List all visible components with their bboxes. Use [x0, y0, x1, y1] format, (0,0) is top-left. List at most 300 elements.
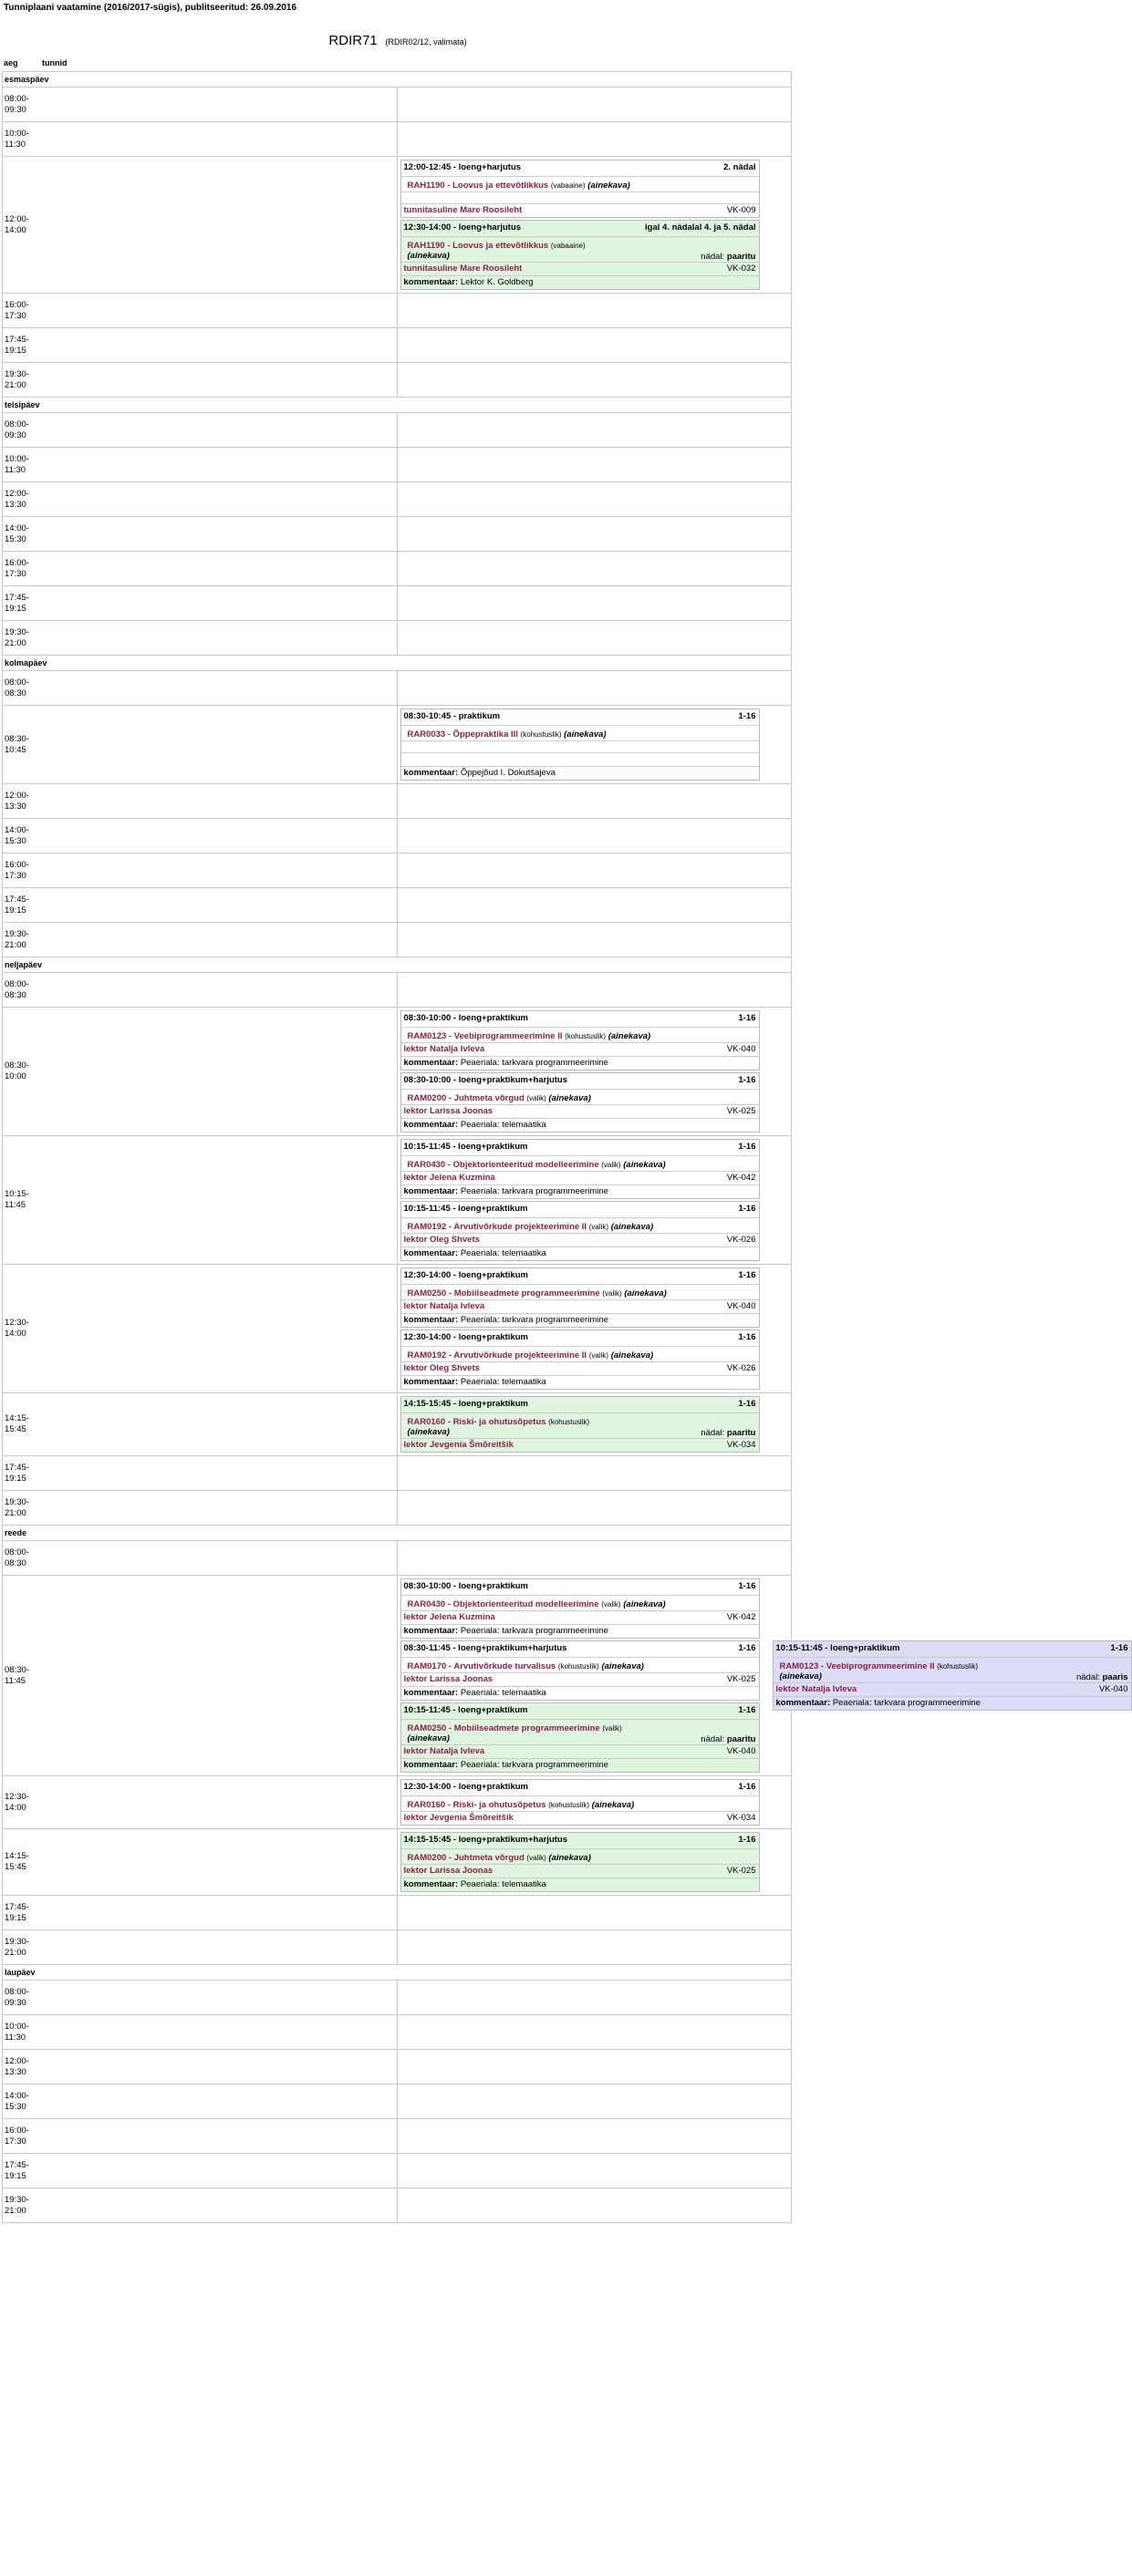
- subject-name[interactable]: RAM0200 - Juhtmeta võrgud: [407, 1853, 524, 1863]
- lesson-subject: [401, 176, 759, 191]
- slot-lessons: [397, 157, 792, 294]
- ainekava-link[interactable]: (ainekava): [564, 729, 607, 740]
- time-slot-row: [3, 1393, 792, 1456]
- teacher-name[interactable]: lektor Natalja Ivleva: [403, 1746, 485, 1756]
- week-parity: nädal: paaris: [1075, 1672, 1128, 1682]
- comment-text: Peaeriala: tarkvara programmeerimine: [460, 1186, 608, 1196]
- subject-kind: (vabaaine): [550, 181, 586, 190]
- time-slot-row: [3, 784, 792, 819]
- lesson-teacher-row: [401, 1233, 759, 1247]
- group-subtitle: (RDIR02/12, valimata): [385, 37, 467, 47]
- lesson-spacer: [401, 191, 759, 203]
- subject-name[interactable]: RAM0170 - Arvutivõrkude turvalisus: [407, 1661, 556, 1671]
- slot-time: 19:30- 21:00: [3, 621, 398, 656]
- slot-lessons: [397, 586, 792, 621]
- lesson-header: [401, 221, 759, 236]
- time-slot-row: [3, 363, 792, 398]
- ainekava-link[interactable]: (ainekava): [624, 1288, 667, 1298]
- subject-kind: (valik): [602, 1724, 622, 1733]
- lesson-weeks: 1-16: [738, 1204, 756, 1214]
- teacher-name[interactable]: lektor Jevgenia Šmõreitšik: [403, 1440, 514, 1450]
- events-container: [400, 1832, 792, 1892]
- lesson-weeks: 1-16: [1110, 1643, 1128, 1653]
- slot-time: 14:15- 15:45: [3, 1393, 398, 1456]
- lesson-comment: [401, 1247, 759, 1260]
- comment-text: Peaeriala: telemaatika: [460, 1248, 546, 1258]
- slot-lessons: [397, 552, 792, 586]
- events-container: [400, 1779, 792, 1826]
- teacher-name[interactable]: tunnitasuline Mare Roosileht: [403, 205, 523, 215]
- subject-kind: (valik): [588, 1223, 609, 1231]
- time-slot-row: [3, 2015, 792, 2050]
- lesson-teacher-row: [401, 1610, 759, 1624]
- lesson-weeks: 1-16: [738, 1270, 756, 1280]
- lesson-teacher-row: [401, 1299, 759, 1313]
- slot-time: 12:30- 14:00: [3, 1776, 398, 1829]
- subject-name[interactable]: RAR0430 - Objektorienteeritud modelleerimine: [407, 1160, 599, 1170]
- slot-time: 16:00- 17:30: [3, 2119, 398, 2154]
- column-header-time: aeg: [4, 58, 18, 67]
- teacher-name[interactable]: lektor Natalja Ivleva: [775, 1684, 857, 1694]
- lesson-subject: [401, 1346, 759, 1361]
- ainekava-link[interactable]: (ainekava): [610, 1350, 654, 1360]
- slot-time: 17:45- 19:15: [3, 1456, 398, 1491]
- time-slot-row: [3, 888, 792, 923]
- ainekava-link[interactable]: (ainekava): [623, 1599, 666, 1609]
- comment-label: kommentaar:: [403, 1377, 459, 1387]
- room-code: VK-026: [726, 1235, 756, 1245]
- comment-label: kommentaar:: [403, 1315, 459, 1325]
- subject-kind: (kohustuslik): [937, 1662, 979, 1671]
- time-slot-row: [3, 1491, 792, 1526]
- slot-lessons: [397, 1393, 792, 1456]
- lesson-time-type: 08:30-10:45 - praktikum: [403, 711, 501, 721]
- comment-label: kommentaar:: [403, 1120, 459, 1130]
- slot-lessons: [397, 1896, 792, 1930]
- slot-lessons: [397, 1008, 792, 1136]
- events-column: [400, 1832, 760, 1892]
- slot-time: 08:30- 11:45: [3, 1576, 398, 1776]
- time-slot-row: [3, 1008, 792, 1136]
- slot-time: 10:00- 11:30: [3, 448, 398, 482]
- lesson-card[interactable]: [400, 1396, 760, 1453]
- subject-info: [404, 1218, 654, 1233]
- subject-kind: (valik): [602, 1289, 622, 1298]
- ainekava-link[interactable]: (ainekava): [407, 251, 450, 261]
- time-slot-row: [3, 973, 792, 1008]
- teacher-name[interactable]: lektor Larissa Joonas: [403, 1674, 493, 1684]
- lesson-card[interactable]: [400, 1640, 760, 1701]
- teacher-name[interactable]: lektor Oleg Shvets: [403, 1363, 480, 1373]
- events-container: [400, 1396, 792, 1453]
- ainekava-link[interactable]: (ainekava): [608, 1031, 651, 1041]
- lesson-card[interactable]: [400, 1329, 760, 1390]
- subject-name[interactable]: RAM0123 - Veebiprogrammeerimine II: [779, 1661, 935, 1671]
- lesson-card[interactable]: [400, 709, 760, 781]
- day-row: [3, 1526, 792, 1541]
- ainekava-link[interactable]: (ainekava): [407, 1733, 450, 1743]
- subject-info: [404, 1028, 651, 1042]
- comment-label: kommentaar:: [775, 1698, 831, 1708]
- lesson-subject: [401, 1719, 759, 1744]
- slot-lessons: [397, 1776, 792, 1829]
- comment-text: Peaeriala: telemaatika: [460, 1879, 546, 1889]
- slot-time: 10:00- 11:30: [3, 122, 398, 157]
- comment-label: kommentaar:: [403, 768, 459, 778]
- lesson-header: [401, 709, 759, 725]
- ainekava-link[interactable]: (ainekava): [779, 1671, 822, 1681]
- lesson-weeks: igal 4. nädalal 4. ja 5. nädal: [645, 222, 756, 233]
- subject-info: [404, 1347, 654, 1361]
- slot-lessons: [397, 973, 792, 1008]
- teacher-name[interactable]: lektor Larissa Joonas: [403, 1866, 493, 1876]
- week-parity: nädal: paaritu: [701, 1428, 756, 1438]
- lesson-time-type: 12:00-12:45 - loeng+harjutus: [403, 162, 522, 172]
- lesson-header: [401, 1397, 759, 1412]
- day-row: [3, 72, 792, 88]
- slot-time: 19:30- 21:00: [3, 2188, 398, 2223]
- lesson-subject: [401, 1217, 759, 1233]
- subject-name[interactable]: RAM0250 - Mobiilseadmete programmeerimine: [407, 1723, 600, 1733]
- lesson-weeks: 1-16: [738, 1835, 756, 1845]
- time-slot-row: [3, 1265, 792, 1393]
- subject-name[interactable]: RAR0430 - Objektorienteeritud modelleerimine: [407, 1599, 599, 1609]
- slot-lessons: [397, 923, 792, 957]
- time-slot-row: [3, 157, 792, 294]
- comment-text: Peaeriala: tarkvara programmeerimine: [460, 1058, 608, 1068]
- lesson-time-type: 08:30-10:00 - loeng+praktikum: [403, 1013, 528, 1023]
- subject-name[interactable]: RAM0192 - Arvutivõrkude projekteerimine II: [407, 1350, 587, 1360]
- comment-label: kommentaar:: [403, 1760, 459, 1770]
- lesson-weeks: 1-16: [738, 1782, 756, 1792]
- lesson-weeks: 1-16: [738, 1399, 756, 1409]
- group-code: RDIR71: [328, 33, 378, 48]
- group-header: [2, 33, 794, 51]
- lesson-header: [401, 1703, 759, 1719]
- events-column: [400, 1396, 760, 1453]
- slot-lessons: [397, 819, 792, 853]
- column-headers: [2, 51, 794, 71]
- subject-kind: (valik): [526, 1094, 546, 1102]
- subject-kind: (kohustuslik): [548, 1418, 590, 1426]
- slot-time: 08:00- 09:30: [3, 413, 398, 448]
- ainekava-link[interactable]: (ainekava): [407, 1427, 450, 1437]
- lesson-header: [401, 1011, 759, 1027]
- lesson-subject: [401, 1795, 759, 1811]
- ainekava-link[interactable]: (ainekava): [587, 181, 630, 191]
- subject-info: [776, 1658, 979, 1682]
- ainekava-link[interactable]: (ainekava): [610, 1222, 654, 1232]
- slot-lessons: [397, 2188, 792, 2223]
- slot-time: 12:00- 13:30: [3, 2050, 398, 2085]
- slot-lessons: [397, 2015, 792, 2050]
- subject-name[interactable]: RAM0123 - Veebiprogrammeerimine II: [407, 1031, 563, 1041]
- subject-name[interactable]: RAM0250 - Mobiilseadmete programmeerimine: [407, 1288, 600, 1298]
- subject-kind: (valik): [588, 1351, 609, 1360]
- slot-time: 14:00- 15:30: [3, 819, 398, 853]
- slot-lessons: [397, 1456, 792, 1491]
- slot-lessons: [397, 853, 792, 888]
- lesson-subject: [401, 1595, 759, 1610]
- slot-lessons: [397, 482, 792, 517]
- time-slot-row: [3, 1776, 792, 1829]
- subject-kind: (valik): [526, 1854, 546, 1862]
- ainekava-link[interactable]: (ainekava): [591, 1800, 635, 1810]
- lesson-header: [401, 1641, 759, 1657]
- lesson-subject: [401, 236, 759, 262]
- slot-lessons: [397, 1265, 792, 1393]
- room-code: VK-040: [726, 1301, 756, 1311]
- ainekava-link[interactable]: (ainekava): [548, 1093, 591, 1103]
- teacher-name[interactable]: lektor Jelena Kuzmina: [403, 1612, 495, 1622]
- lesson-teacher-row: [401, 1811, 759, 1825]
- lesson-subject: [401, 1657, 759, 1672]
- lesson-time-type: 08:30-10:00 - loeng+praktikum: [403, 1581, 528, 1591]
- slot-lessons: [397, 1136, 792, 1265]
- comment-label: kommentaar:: [403, 1688, 459, 1698]
- subject-info: [404, 1796, 635, 1811]
- lesson-comment: [401, 1878, 759, 1891]
- day-name: kolmapäev: [3, 656, 792, 671]
- comment-text: Peaeriala: tarkvara programmeerimine: [832, 1698, 981, 1708]
- time-slot-row: [3, 621, 792, 656]
- lesson-teacher-row: [401, 752, 759, 766]
- time-slot-row: [3, 328, 792, 363]
- day-row: [3, 957, 792, 973]
- slot-time: 12:00- 14:00: [3, 157, 398, 294]
- lesson-comment: [401, 1056, 759, 1070]
- lesson-time-type: 10:15-11:45 - loeng+praktikum: [403, 1204, 528, 1214]
- slot-lessons: [397, 294, 792, 328]
- room-code: VK-025: [726, 1106, 756, 1116]
- events-container: [400, 1267, 792, 1390]
- teacher-name[interactable]: lektor Jevgenia Šmõreitšik: [403, 1813, 514, 1823]
- slot-time: 14:15- 15:45: [3, 1829, 398, 1896]
- comment-label: kommentaar:: [403, 277, 459, 287]
- day-name: laupäev: [3, 1965, 792, 1981]
- events-column: [400, 709, 760, 781]
- lesson-weeks: 1-16: [738, 1581, 756, 1591]
- lesson-header: [774, 1641, 1131, 1657]
- lesson-teacher-row: [401, 1171, 759, 1185]
- time-slot-row: [3, 1930, 792, 1965]
- slot-lessons: [397, 671, 792, 706]
- subject-name[interactable]: RAR0033 - Õppepraktika III: [407, 729, 518, 740]
- time-slot-row: [3, 706, 792, 784]
- teacher-name[interactable]: tunnitasuline Mare Roosileht: [403, 264, 523, 274]
- day-name: neljapäev: [3, 957, 792, 973]
- slot-time: 12:30- 14:00: [3, 1265, 398, 1393]
- lesson-card[interactable]: [400, 160, 760, 218]
- lesson-subject: [774, 1657, 1131, 1682]
- lesson-teacher-row: [401, 1438, 759, 1452]
- lesson-card[interactable]: [773, 1640, 1132, 1711]
- lesson-card[interactable]: [400, 1072, 760, 1133]
- slot-time: 12:00- 13:30: [3, 482, 398, 517]
- lesson-time-type: 12:30-14:00 - loeng+praktikum: [403, 1270, 528, 1280]
- slot-time: 08:00- 09:30: [3, 1981, 398, 2015]
- slot-lessons: [397, 2154, 792, 2188]
- lesson-subject: [401, 1089, 759, 1104]
- slot-time: 10:00- 11:30: [3, 2015, 398, 2050]
- slot-time: 08:00- 08:30: [3, 973, 398, 1008]
- lesson-card[interactable]: [400, 220, 760, 290]
- teacher-name[interactable]: lektor Jelena Kuzmina: [403, 1173, 495, 1183]
- slot-lessons: [397, 88, 792, 122]
- parity-value: paaritu: [726, 252, 756, 262]
- slot-lessons: [397, 621, 792, 656]
- subject-name[interactable]: RAM0192 - Arvutivõrkude projekteerimine II: [407, 1222, 587, 1232]
- ainekava-link[interactable]: (ainekava): [623, 1160, 666, 1170]
- lesson-card[interactable]: [400, 1578, 760, 1639]
- slot-time: 12:00- 13:30: [3, 784, 398, 819]
- comment-text: Peaeriala: telemaatika: [460, 1688, 546, 1698]
- comment-text: Õppejõud I. Dokutšajeva: [460, 768, 556, 778]
- lesson-time-type: 08:30-10:00 - loeng+praktikum+harjutus: [403, 1075, 568, 1085]
- lesson-card[interactable]: [400, 1779, 760, 1826]
- subject-info: [404, 1849, 591, 1864]
- slot-lessons: [397, 2085, 792, 2119]
- lesson-header: [401, 160, 759, 176]
- slot-lessons: [397, 1829, 792, 1896]
- time-slot-row: [3, 1896, 792, 1930]
- time-slot-row: [3, 1136, 792, 1265]
- teacher-name[interactable]: lektor Larissa Joonas: [403, 1106, 493, 1116]
- lesson-header: [401, 1268, 759, 1284]
- lesson-card[interactable]: [400, 1702, 760, 1773]
- lesson-time-type: 14:15-15:45 - loeng+praktikum+harjutus: [403, 1835, 568, 1845]
- subject-info: [404, 1413, 590, 1438]
- subject-name[interactable]: RAH1190 - Loovus ja ettevõtlikkus: [407, 241, 549, 251]
- lesson-weeks: 1-16: [738, 1643, 756, 1653]
- time-slot-row: [3, 1576, 792, 1776]
- slot-time: 08:30- 10:45: [3, 706, 398, 784]
- week-parity: nädal: paaritu: [701, 252, 756, 262]
- teacher-name[interactable]: lektor Oleg Shvets: [403, 1235, 480, 1245]
- subject-info: [404, 237, 586, 262]
- teacher-name[interactable]: lektor Natalja Ivleva: [403, 1044, 485, 1054]
- publication-title: Tunniplaani vaatamine (2016/2017-sügis), publitseeritud: 26.09.2016: [4, 3, 297, 13]
- day-row: [3, 656, 792, 671]
- events-column: [400, 160, 760, 290]
- subject-kind: (valik): [601, 1600, 621, 1609]
- lesson-teacher-row: [401, 1864, 759, 1878]
- events-container: [400, 1010, 792, 1133]
- room-code: VK-042: [726, 1612, 756, 1622]
- lesson-teacher-row: [401, 1361, 759, 1375]
- lesson-weeks: 1-16: [738, 1013, 756, 1023]
- time-slot-row: [3, 671, 792, 706]
- ainekava-link[interactable]: (ainekava): [548, 1853, 591, 1863]
- time-slot-row: [3, 517, 792, 552]
- slot-lessons: [397, 328, 792, 363]
- slot-lessons: [397, 706, 792, 784]
- time-slot-row: [3, 2154, 792, 2188]
- lesson-card[interactable]: [400, 1201, 760, 1261]
- lesson-card[interactable]: [400, 1832, 760, 1892]
- lesson-teacher-row: [401, 203, 759, 217]
- lesson-header: [401, 1780, 759, 1795]
- comment-label: kommentaar:: [403, 1879, 459, 1889]
- subject-name[interactable]: RAR0160 - Riski- ja ohutusõpetus: [407, 1800, 546, 1810]
- slot-time: 19:30- 21:00: [3, 923, 398, 957]
- lesson-header: [401, 1202, 759, 1217]
- time-slot-row: [3, 448, 792, 482]
- slot-time: 17:45- 19:15: [3, 2154, 398, 2188]
- lesson-subject: [401, 1848, 759, 1864]
- subject-info: [404, 1596, 666, 1610]
- slot-lessons: [397, 888, 792, 923]
- time-slot-row: [3, 2050, 792, 2085]
- subject-info: [404, 177, 630, 191]
- subject-name[interactable]: RAH1190 - Loovus ja ettevõtlikkus: [407, 181, 549, 191]
- slot-time: 14:00- 15:30: [3, 517, 398, 552]
- slot-time: 16:00- 17:30: [3, 853, 398, 888]
- lesson-weeks: 1-16: [738, 1075, 756, 1085]
- slot-time: 17:45- 19:15: [3, 328, 398, 363]
- lesson-comment: [401, 275, 759, 289]
- lesson-subject: [401, 1155, 759, 1171]
- time-slot-row: [3, 1541, 792, 1576]
- lesson-time-type: 12:30-14:00 - loeng+praktikum: [403, 1332, 528, 1342]
- lesson-time-type: 14:15-15:45 - loeng+praktikum: [403, 1399, 528, 1409]
- parity-value: paaritu: [726, 1734, 756, 1744]
- lesson-teacher-row: [401, 1744, 759, 1758]
- room-code: VK-040: [726, 1746, 756, 1756]
- lesson-header: [401, 1073, 759, 1089]
- slot-time: 08:00- 09:30: [3, 88, 398, 122]
- subject-kind: (vabaaine): [550, 242, 586, 250]
- lesson-weeks: 1-16: [738, 711, 756, 721]
- time-slot-row: [3, 482, 792, 517]
- lesson-teacher-row: [401, 1672, 759, 1686]
- lesson-subject: [401, 1027, 759, 1042]
- slot-lessons: [397, 413, 792, 448]
- time-slot-row: [3, 294, 792, 328]
- day-name: esmaspäev: [3, 72, 792, 88]
- room-code: VK-040: [726, 1044, 756, 1054]
- comment-label: kommentaar:: [403, 1626, 459, 1636]
- teacher-name[interactable]: lektor Natalja Ivleva: [403, 1301, 485, 1311]
- lesson-comment: [401, 1185, 759, 1198]
- lesson-card[interactable]: [400, 1139, 760, 1199]
- slot-time: 19:30- 21:00: [3, 1491, 398, 1526]
- lesson-comment: [401, 1758, 759, 1772]
- timetable-page: [2, 0, 1128, 2223]
- slot-time: 17:45- 19:15: [3, 586, 398, 621]
- room-code: VK-026: [726, 1363, 756, 1373]
- lesson-comment: [401, 1313, 759, 1327]
- slot-lessons: [397, 1541, 792, 1576]
- time-slot-row: [3, 2188, 792, 2223]
- lesson-card[interactable]: [400, 1010, 760, 1071]
- subject-name[interactable]: RAM0200 - Juhtmeta võrgud: [407, 1093, 524, 1103]
- time-slot-row: [3, 819, 792, 853]
- room-code: VK-034: [726, 1440, 756, 1450]
- subject-name[interactable]: RAR0160 - Riski- ja ohutusõpetus: [407, 1417, 546, 1427]
- lesson-comment: [774, 1696, 1131, 1710]
- slot-lessons: [397, 122, 792, 157]
- ainekava-link[interactable]: (ainekava): [601, 1661, 644, 1671]
- parity-value: paaritu: [726, 1428, 756, 1438]
- events-container: [400, 1139, 792, 1261]
- events-container: [400, 709, 792, 781]
- subject-kind: (kohustuslik): [548, 1801, 590, 1809]
- time-slot-row: [3, 923, 792, 957]
- comment-label: kommentaar:: [403, 1186, 459, 1196]
- events-column: [400, 1010, 760, 1133]
- lesson-card[interactable]: [400, 1267, 760, 1328]
